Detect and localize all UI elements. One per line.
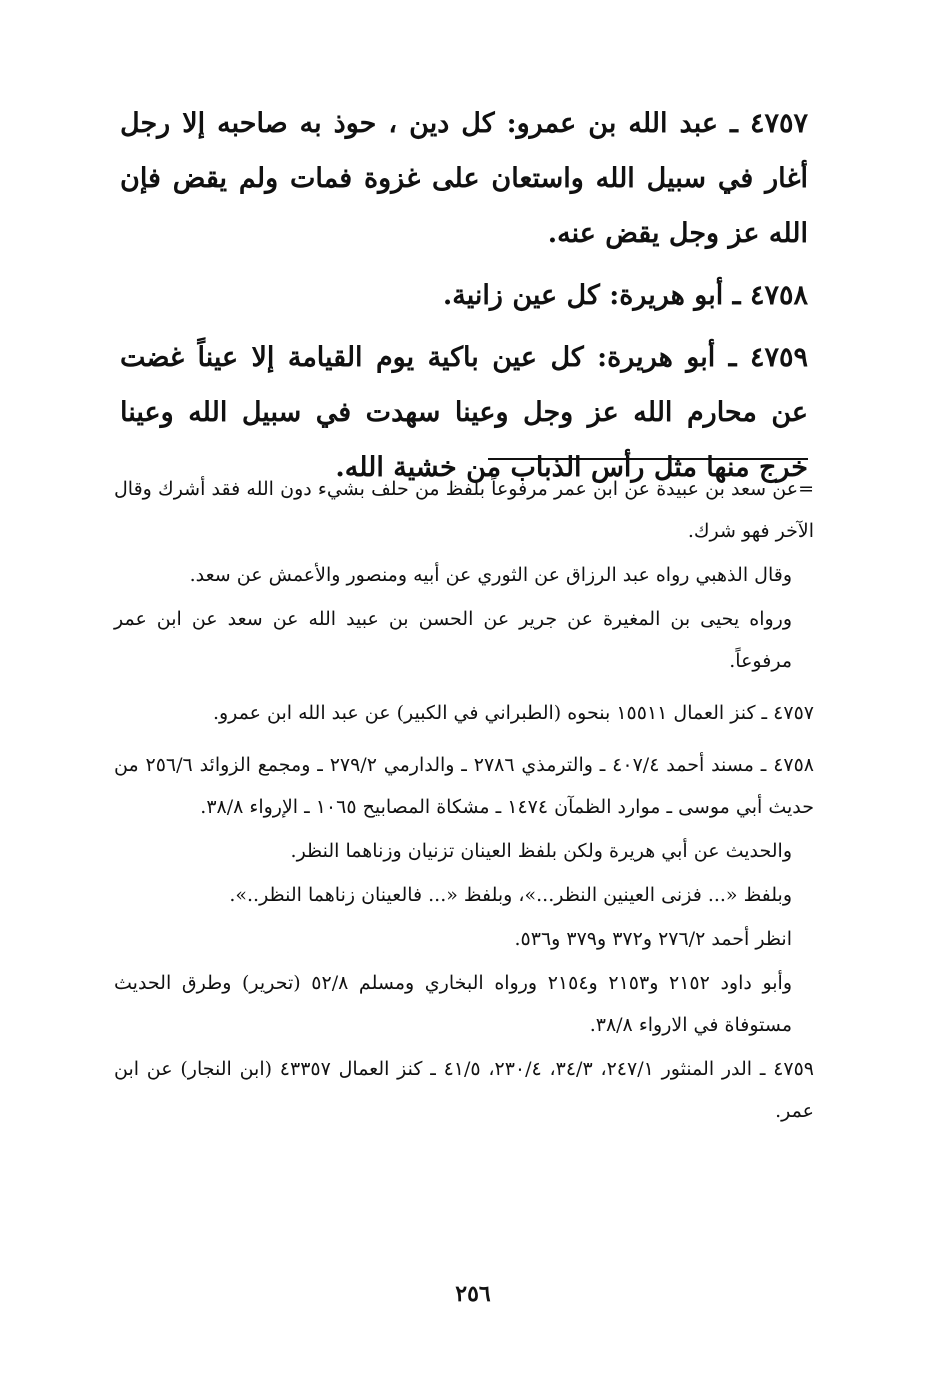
- entry-dash: ـ: [715, 342, 737, 373]
- footnote-paragraph: انظر أحمد ٢٧٦/٢ و٣٧٢ و٣٧٩ و٥٣٦.: [514, 928, 792, 950]
- entry-number: ٤٧٥٧: [750, 108, 809, 139]
- footnote-4758: ٤٧٥٨ ـ مسند أحمد ٤٠٧/٤ ـ والترمذي ٢٧٨٦ ـ والدارمي ٢٧٩/٢ ـ ومجمع الزوائد ٢٥٦/٦ من حديث أبي موسى ـ موارد الظمآن ١٤٧٤ ـ مشكاة المصابيح ١٠٦٥ ـ الإرواء ٣٨/٨.: [114, 754, 815, 818]
- footnote-4759: ٤٧٥٩ ـ الدر المنثور ٢٤٧/١، ٣٤/٣، ٢٣٠/٤، ٤١/٥ ـ كنز العمال ٤٣٣٥٧ (ابن النجار) عن ابن عمر.: [114, 1058, 815, 1122]
- footnote-paragraph: ورواه يحيى بن المغيرة عن جرير عن الحسن بن عبيد الله عن سعد عن ابن عمر مرفوعاً.: [114, 608, 792, 672]
- main-text: [120, 96, 808, 502]
- footnote-continuation: =عن سعد بن عبيدة عن ابن عمر مرفوعاً بلفظ من حلف بشيء دون الله فقد أشرك وقال الآخر فهو شرك.: [114, 478, 814, 542]
- entry-dash: ـ: [723, 280, 741, 311]
- footnote-paragraph: وأبو داود ٢١٥٢ و٢١٥٣ و٢١٥٤ ورواه البخاري ومسلم ٥٢/٨ (تحرير) وطرق الحديث مستوفاة في الارواء ٣٨/٨.: [114, 972, 793, 1036]
- entry-number: ٤٧٥٨: [749, 280, 808, 311]
- footnote-4757: ٤٧٥٧ ـ كنز العمال ١٥٥١١ بنحوه (الطبراني في الكبير) عن عبد الله ابن عمرو.: [212, 702, 814, 724]
- footnotes: [114, 468, 814, 1134]
- footnote-separator: [488, 458, 808, 460]
- entry-text: أبو هريرة: كل عين باكية يوم القيامة إلا عيناً غضت عن محارم الله عز وجل وعينا سهدت في سبيل الله وعينا خرج منها مثل رأس الذباب من خشية الله.: [120, 342, 808, 483]
- hadith-entry-4758: [120, 268, 808, 323]
- footnote-paragraph: وبلفظ «... فزنى العينين النظر...»، وبلفظ «... فالعينان زناهما النظر..».: [229, 884, 792, 906]
- hadith-entry-4757: [120, 96, 808, 261]
- entry-dash: ـ: [718, 108, 738, 139]
- entry-text: عبد الله بن عمرو: كل دين ، حوذ به صاحبه إلا رجل أغار في سبيل الله واستعان على غزوة فمات ولم يقض فإن الله عز وجل يقض عنه.: [120, 108, 808, 249]
- footnote-paragraph: وقال الذهبي رواه عبد الرزاق عن الثوري عن أبيه ومنصور والأعمش عن سعد.: [189, 564, 792, 586]
- entry-number: ٤٧٥٩: [750, 342, 809, 373]
- footnote-paragraph: والحديث عن أبي هريرة ولكن بلفظ العينان تزنيان وزناهما النظر.: [290, 840, 792, 862]
- page-number: ٢٥٦: [455, 1281, 491, 1307]
- entry-text: أبو هريرة: كل عين زانية.: [442, 280, 724, 311]
